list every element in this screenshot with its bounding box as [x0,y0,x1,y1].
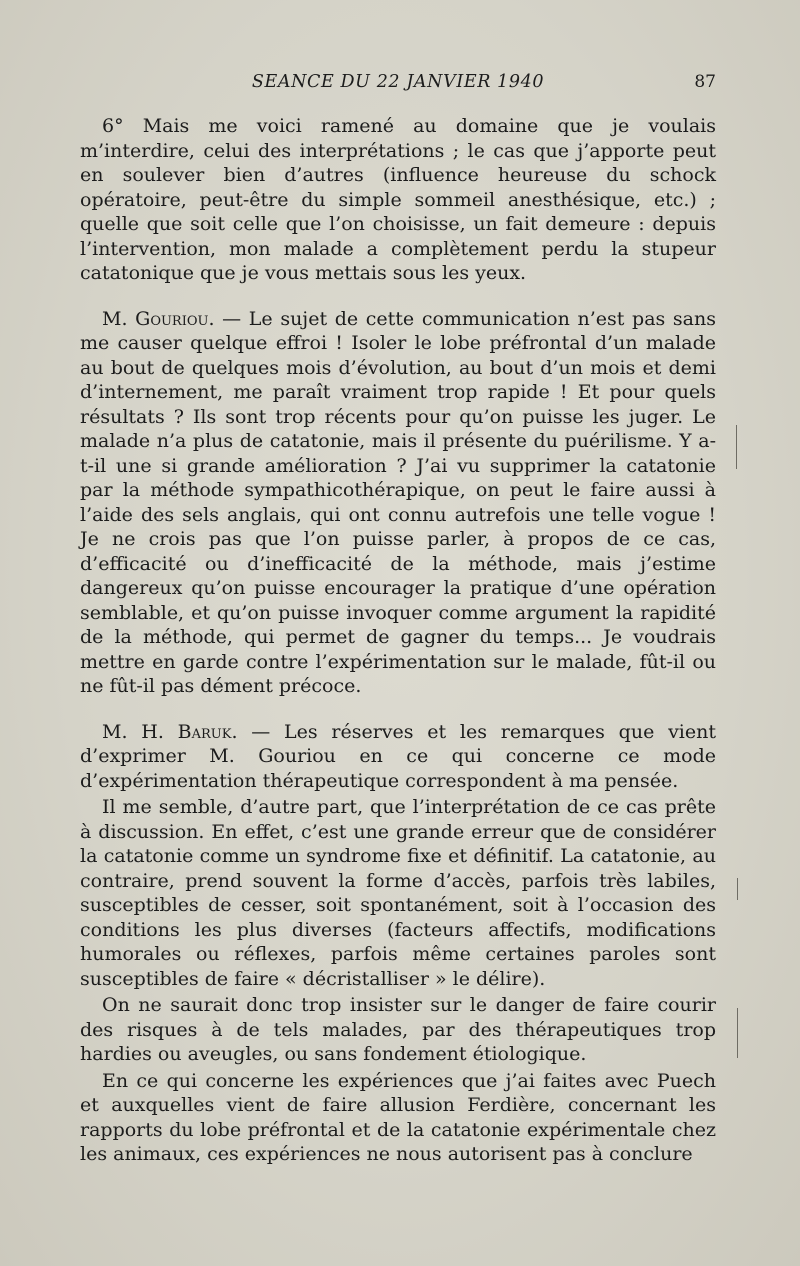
margin-mark [737,1008,738,1058]
paragraph-text: . — Le sujet de cette communication n’est pas sans me causer quelque effroi ! Isoler le lobe préfrontal d’un malade au bout de quelques mois d’évolution, au bout d’un mois et demi d’internement, me paraît vraiment trop rapide ! Et pour quels résultats ? Ils sont trop récents pour qu’on puisse les juger. Le malade n’a plus de catatonie, mais il présente du puérilisme. Y a-t-il une si grande amélioration ? J’ai vu supprimer la catatonie par la méthode sympathicothérapique, on peut le faire aussi à l’aide des sels anglais, qui ont connu autrefois une telle vogue ! Je ne crois pas que l’on puisse parler, à propos de ce cas, d’efficacité ou d’inefficacité de la méthode, mais j’estime dangereux qu’on puisse encourager la pratique d’une opération semblable, et qu’on puisse invoquer comme argument la rapidité de la méthode, qui permet de gagner du temps... Je voudrais mettre en garde contre l’expérimentation sur le malade, fût-il ou ne fût-il pas dément précoce. [80,307,716,697]
paragraph-intervention-result: 6° Mais me voici ramené au domaine que je voulais m’interdire, celui des interprétations ; le cas que j’apporte peut en soulever bien d’autres (influence heureuse du schock opératoire, peut-être du simple sommeil anesthésique, etc.) ; quelle que soit celle que l’on choisisse, un fait demeure : depuis l’intervention, mon malade a complètement perdu la stupeur catatonique que je vous mettais sous les yeux. [80,115,716,284]
speaker-name-baruk: Baruk [177,720,232,743]
paragraph-risk-warning: On ne saurait donc trop insister sur le danger de faire courir des risques à de tels malades, par des thérapeutiques trop hardies ou aveugles, ou sans fondement étiologique. [80,994,716,1065]
paragraph-text: . — Les réserves et les remarques que vient d’exprimer M. Gouriou en ce qui concerne ce mode d’expérimentation thérapeutique correspondent à ma pensée. [80,720,716,792]
paragraph-baruk-remark [80,720,716,794]
page-number: 87 [694,72,716,92]
paragraph-gouriou-remark [80,307,716,699]
margin-mark [736,425,737,469]
page-header [80,72,716,98]
running-title: SEANCE DU 22 JANVIER 1940 [251,72,545,92]
paragraph-catatonia-interpretation: Il me semble, d’autre part, que l’interprétation de ce cas prête à discussion. En effet, c’est une grande erreur que de considérer la catatonie comme un syndrome fixe et définitif. La catatonie, au contraire, prend souvent la forme d’accès, parfois très labiles, susceptibles de cesser, soit spontanément, soit à l’occasion des conditions les plus diverses (facteurs affectifs, modifications humorales ou réflexes, parfois même certaines paroles sont susceptibles de faire « décristalliser » le délire). [80,796,716,990]
speaker-prefix: M. H. [102,720,178,743]
speaker-name-gouriou: Gouriou [135,307,209,330]
paragraph-experiments: En ce qui concerne les expériences que j’ai faites avec Puech et auxquelles vient de faire allusion Ferdière, concernant les rapports du lobe préfrontal et de la catatonie expérimentale chez les animaux, ces expériences ne nous autorisent pas à conclure [80,1069,716,1165]
margin-mark [737,878,738,900]
body-text [80,114,716,1167]
speaker-prefix: M. [102,307,136,330]
